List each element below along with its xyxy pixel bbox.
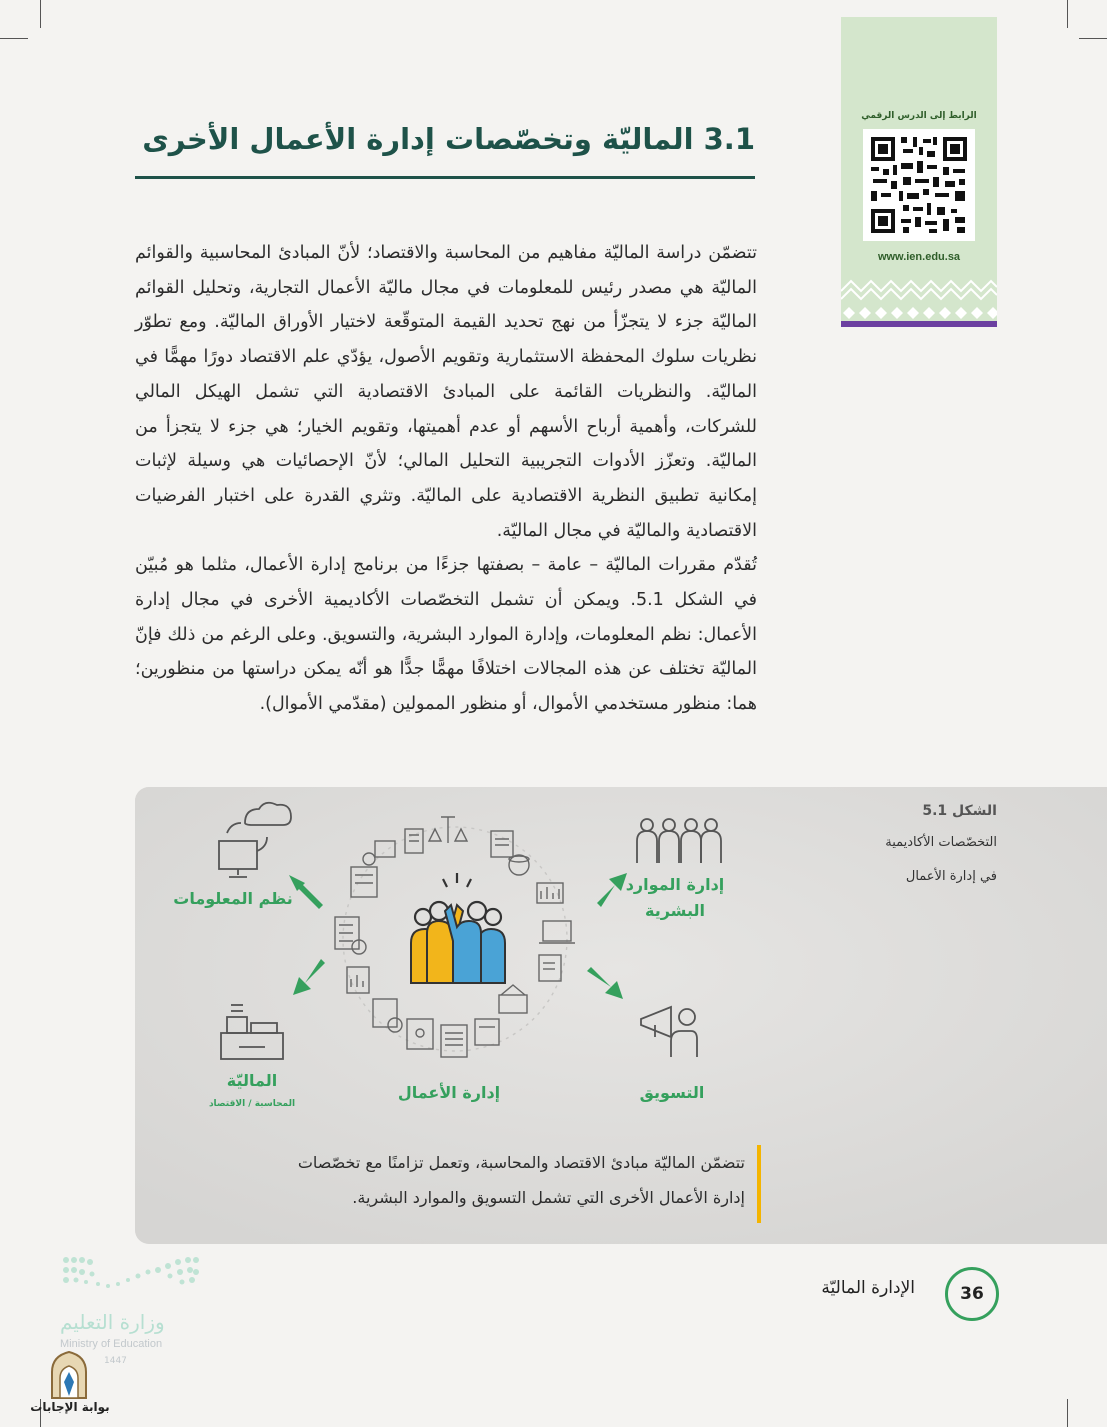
ministry-name-arabic: وزارة التعليم	[60, 1310, 165, 1334]
crop-mark	[0, 38, 28, 39]
node-info-systems: نظم المعلومات	[173, 889, 293, 908]
body-text	[135, 236, 757, 722]
node-hr-line2: البشرية	[645, 901, 705, 920]
section-title: 3.1 الماليّة وتخصّصات إدارة الأعمال الأخرى	[142, 122, 755, 156]
figure-number: الشكل 5.1	[922, 803, 997, 819]
node-hr-line1: إدارة الموارد	[625, 875, 725, 894]
figure-5-1	[135, 787, 1107, 1244]
caption-line: تتضمّن الماليّة مبادئ الاقتصاد والمحاسبة، وتعمل تزامنًا مع تخصّصات	[297, 1153, 745, 1172]
title-underline	[135, 176, 755, 179]
node-finance: الماليّة	[226, 1071, 278, 1090]
figure-caption	[190, 1145, 761, 1223]
decorative-pattern	[841, 271, 997, 327]
crop-mark	[1067, 0, 1068, 28]
qr-code[interactable]	[863, 129, 975, 241]
ministry-name-english: Ministry of Education	[60, 1338, 163, 1350]
figure-title-line2: في إدارة الأعمال	[905, 869, 997, 884]
crop-mark	[40, 0, 41, 28]
node-finance-sub: المحاسبة / الاقتصاد	[208, 1099, 296, 1109]
ministry-logo-icon	[58, 1250, 208, 1310]
lesson-url[interactable]: www.ien.edu.sa	[877, 251, 961, 263]
qr-label: الرابط إلى الدرس الرقمي	[861, 111, 977, 121]
watermark-text: بوابة الإجابات	[30, 1400, 110, 1414]
ministry-year: 1447	[104, 1356, 127, 1366]
digital-lesson-panel	[841, 17, 997, 327]
book-title: الإدارة الماليّة	[821, 1278, 915, 1298]
paragraph: تُقدّم مقررات الماليّة – عامة – بصفتها جزءًا من برنامج إدارة الأعمال، مثلما هو مُبيّن في الشكل 5.1. ويمكن أن تشمل التخصّصات الأكاديمية الأخرى في مجال إدارة الأعمال: نظم المعلومات، وإدارة الموارد البشرية، والتسويق. وعلى الرغم من ذلك فإنّ الماليّة تختلف عن هذه المجالات اختلافًا مهمًّا جدًّا هو أنّه يمكن دراستها من منظورين؛ هما: منظور مستخدمي الأموال، أو منظور الممولين (مقدّمي الأموال).	[135, 555, 757, 715]
qr-code-icon	[863, 129, 975, 241]
figure-title-line1: التخصّصات الأكاديمية	[885, 835, 997, 850]
paragraph: تتضمّن دراسة الماليّة مفاهيم من المحاسبة والاقتصاد؛ لأنّ المبادئ المحاسبية والقوائم الماليّة هي مصدر رئيس للمعلومات في مجال ماليّة الأعمال التجارية، وتحليل القوائم الماليّة جزء لا يتجزّأ من نهج تحديد القيمة المتوقّعة لاختيار الأوراق الماليّة. ومع تطوّر نظريات سلوك المحفظة الاستثمارية وتقويم الأصول، يؤدّي علم الاقتصاد دورًا مهمًّا في الماليّة. والنظريات القائمة على المبادئ الاقتصادية التي تشمل الهيكل المالي للشركات، وأهمية أرباح الأسهم أو عدم أهميتها، وتقويم الخيار؛ هي جزء لا يتجزأ من الماليّة. وتعزّز الأدوات التجريبية التحليل المالي؛ لأنّ الإحصائيات هي وسيلة لإثبات إمكانية تطبيق النظرية الاقتصادية على الماليّة. وتثري القدرة على اختبار الفرضيات الاقتصادية والماليّة في مجال الماليّة.	[135, 243, 757, 541]
node-marketing: التسويق	[639, 1083, 705, 1102]
crop-mark	[1067, 1399, 1068, 1427]
node-business-admin: إدارة الأعمال	[397, 1083, 501, 1102]
crop-mark	[1079, 38, 1107, 39]
caption-line: إدارة الأعمال الأخرى التي تشمل التسويق والموارد البشرية.	[352, 1188, 745, 1207]
page-number: 36	[945, 1267, 999, 1321]
watermark-logo-icon	[48, 1350, 90, 1402]
